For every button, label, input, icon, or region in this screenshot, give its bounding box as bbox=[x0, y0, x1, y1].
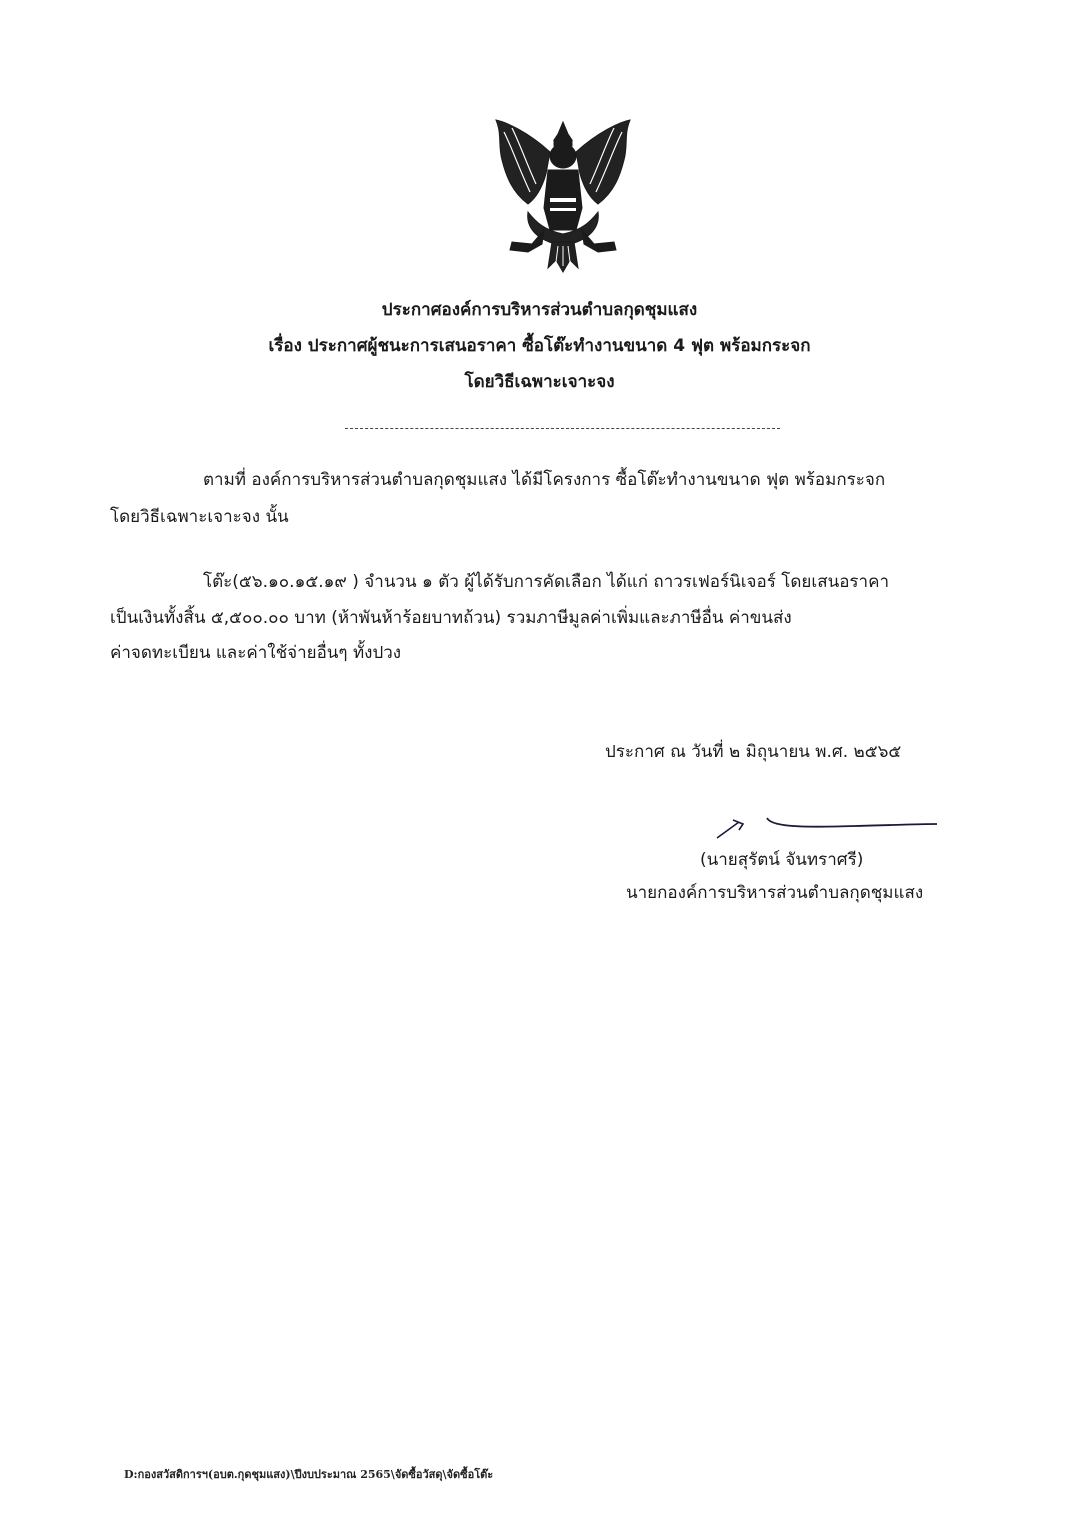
paragraph-1-line-1: ตามที่ องค์การบริหารส่วนตำบลกุดชุมแสง ได้มีโครงการ ซื้อโต๊ะทำงานขนาด ฟุต พร้อมกระจก bbox=[203, 470, 886, 490]
announcement-date: ประกาศ ณ วันที่ ๒ มิถุนายน พ.ศ. ๒๕๖๕ bbox=[605, 742, 902, 762]
paragraph-2-line-3: ค่าจดทะเบียน และค่าใช้จ่ายอื่นๆ ทั้งปวง bbox=[110, 643, 402, 663]
paragraph-1-line-2: โดยวิธีเฉพาะเจาะจง นั้น bbox=[110, 507, 289, 527]
signatory-position: นายกองค์การบริหารส่วนตำบลกุดชุมแสง bbox=[626, 883, 924, 903]
garuda-emblem-icon bbox=[488, 112, 638, 274]
paragraph-2-line-2: เป็นเงินทั้งสิ้น ๕,๕๐๐.๐๐ บาท (ห้าพันห้าร้อยบาทถ้วน) รวมภาษีมูลค่าเพิ่มและภาษีอื่น ค่าขนส่ง bbox=[110, 608, 792, 628]
document-title: ประกาศองค์การบริหารส่วนตำบลกุดชุมแสง bbox=[381, 300, 698, 320]
signatory-name: (นายสุรัตน์ จันทราศรี) bbox=[700, 850, 864, 870]
procurement-method: โดยวิธีเฉพาะเจาะจง bbox=[464, 372, 615, 392]
file-path-footer: D:กองสวัสดิการฯ(อบต.กุดชุมแสง)\ปีงบประมาณ 2565\จัดซื้อวัสดุ\จัดซื้อโต๊ะ bbox=[124, 1468, 494, 1481]
document-subject: เรื่อง ประกาศผู้ชนะการเสนอราคา ซื้อโต๊ะทำงานขนาด 4 ฟุต พร้อมกระจก bbox=[268, 336, 811, 356]
handwritten-signature bbox=[705, 808, 945, 844]
paragraph-2-line-1: โต๊ะ(๕๖.๑๐.๑๕.๑๙ ) จำนวน ๑ ตัว ผู้ได้รับการคัดเลือก ได้แก่ ถาวรเฟอร์นิเจอร์ โดยเสนอราคา bbox=[203, 572, 890, 592]
title-divider bbox=[345, 428, 780, 429]
